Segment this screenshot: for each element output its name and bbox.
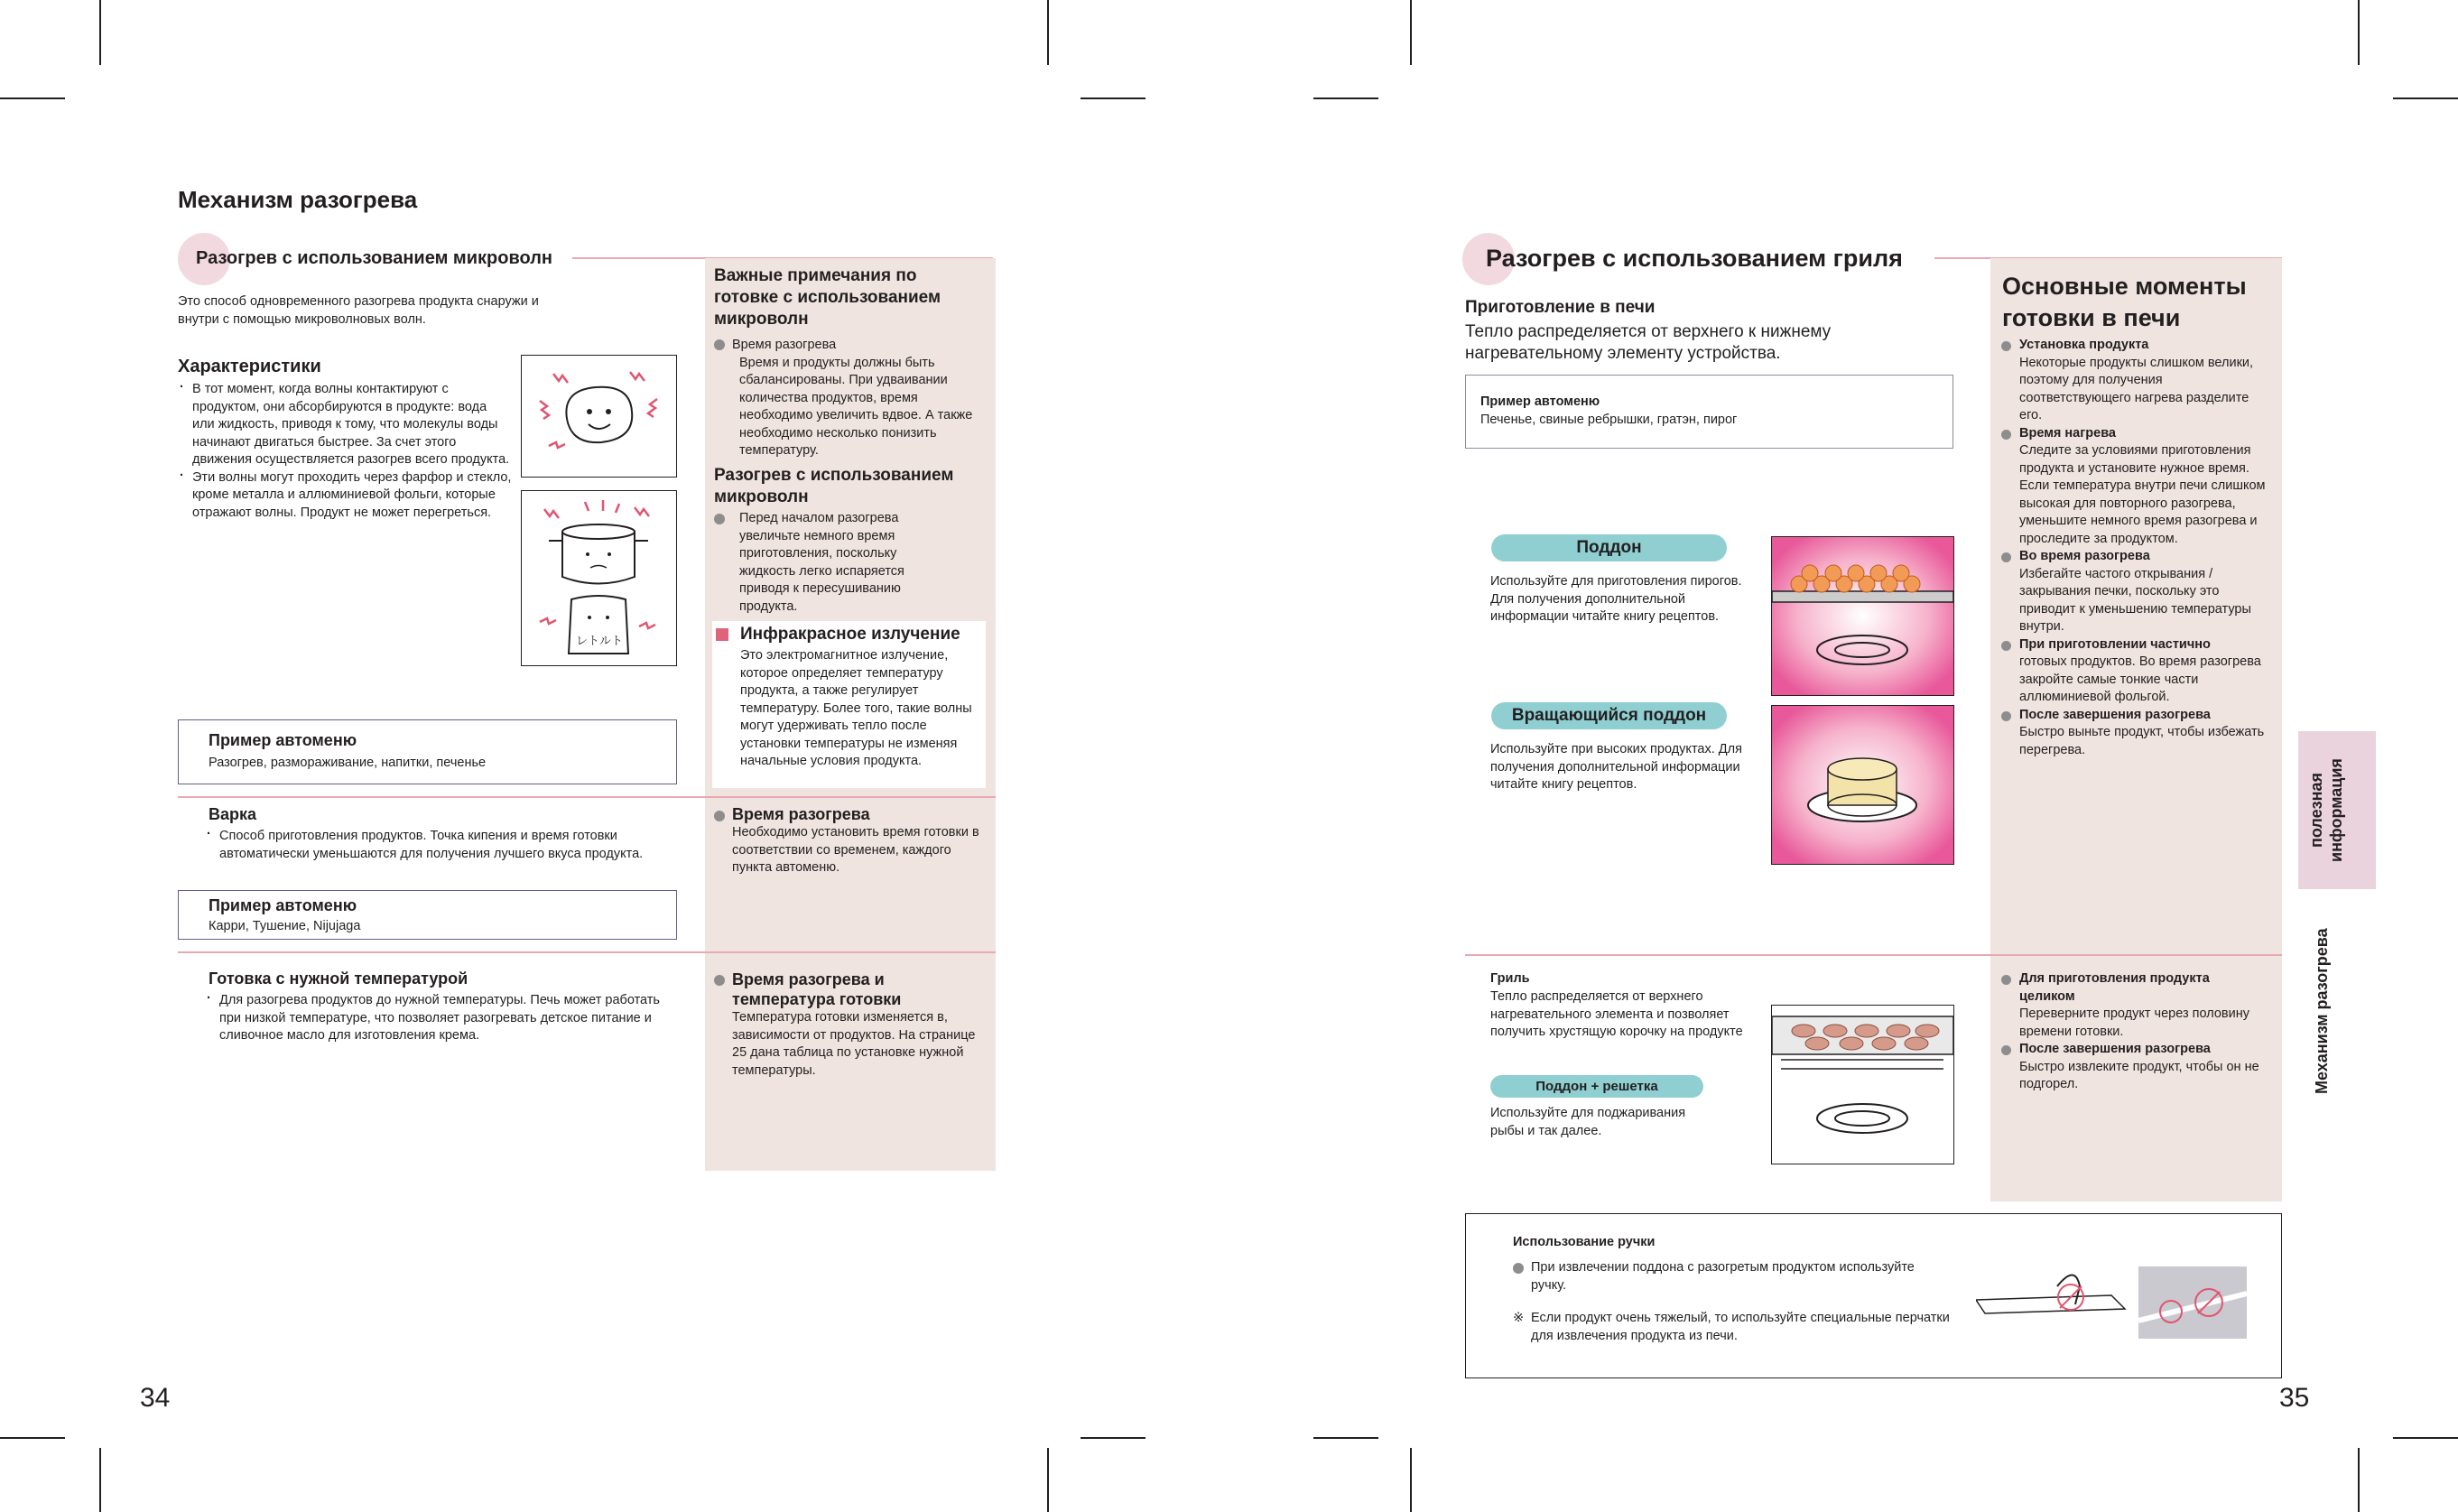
key-item-title: При приготовлении частично [2019, 636, 2211, 652]
grill-text: Тепло распределяется от верхнего нагревательного элемента и позволяет получить хрустящую корочку на продукте [1490, 989, 1743, 1039]
bullet-dot [1513, 1263, 1524, 1274]
infrared-title: Инфракрасное излучение [740, 625, 960, 644]
characteristics-title: Характеристики [178, 357, 321, 376]
notes-item-microwave [714, 510, 985, 616]
crop-mark [1410, 0, 1412, 65]
handle-illustration [1976, 1259, 2129, 1331]
list-item: · Для разогрева продуктов до нужной температуры. Печь может работать при низкой температуре, что позволяет разогревать детское питание и сливочное масло для изготовления крема. [205, 992, 683, 1045]
crop-mark [1081, 97, 1146, 99]
divider-rule [178, 951, 996, 953]
notes-subtitle: Разогрев с использованием микроволн [714, 466, 954, 506]
automenu-box [178, 719, 677, 784]
microwave-header: Разогрев с использованием микроволн [196, 248, 552, 268]
bullet-dot [714, 811, 725, 821]
key-item-title: Установка продукта [2019, 338, 2149, 352]
key-item-title: После завершения разогрева [2019, 707, 2211, 722]
heat-time-block [714, 805, 989, 877]
bullet-dot [714, 975, 725, 986]
temp-title: Готовка с нужной температурой [209, 969, 468, 988]
grill-key-points-list [2001, 970, 2263, 1094]
notes-item-heating-time [714, 337, 985, 460]
bullet-dot [714, 339, 725, 350]
tray-rack-text: Используйте для поджаривания рыбы и так далее. [1490, 1106, 1686, 1138]
infrared-text: Это электромагнитное излучение, которое определяет температуру продукта, а также регулирует температуру. Более того, такие волны могут удерживать тепло после установки температуры не изменяя начальные условия продукта. [740, 648, 972, 768]
notes-item-text: Время и продукты должны быть сбалансированы. При удваивании количества продуктов, время необходимо увеличить вдвое. А также необходимо несколько понизить температуру. [739, 355, 973, 458]
rotating-tray-label: Вращающийся поддон [1491, 702, 1727, 729]
crop-mark [1081, 1437, 1146, 1439]
list-item [2001, 707, 2272, 760]
list-item [2001, 548, 2272, 636]
automenu-title: Пример автоменю [209, 731, 357, 749]
oven-tray-illustration [1771, 536, 1954, 696]
crop-mark [2393, 97, 2458, 99]
rotating-tray-text: Используйте при высоких продуктах. Для получения дополнительной информации читайте книгу рецептов. [1490, 742, 1742, 792]
list-item: · Эти волны могут проходить через фарфор и стекло, кроме металла и аллюминиевой фольги, которые отражают волны. Продукт не может перегреться. [178, 469, 512, 523]
oven-rotating-tray-illustration [1771, 705, 1954, 865]
page-title: Механизм разогрева [178, 186, 418, 213]
microwave-food-illustration [521, 355, 677, 478]
handle-note [1513, 1310, 1964, 1345]
automenu-title: Пример автоменю [209, 896, 357, 914]
grill-illustration [1771, 1005, 1954, 1164]
microwave-intro: Это способ одновременного разогрева продукта снаружи и внутри с помощью микроволновых волн. [178, 294, 539, 327]
crop-mark [0, 97, 65, 99]
list-item: · Способ приготовления продуктов. Точка кипения и время готовки автоматически уменьшаются для получения лучшего вкуса продукта. [205, 828, 670, 863]
crop-mark [0, 1437, 65, 1439]
key-points-title: Основные моменты готовки в печи [2002, 273, 2247, 331]
key-item-text: Некоторые продукты слишком велики, поэтому для получения соответствующего нагрева разделите его. [2019, 355, 2254, 422]
notes-title: Важные примечания по готовке с использованием микроволн [714, 266, 941, 329]
page-number: 35 [2279, 1383, 2310, 1413]
crop-mark [2358, 1448, 2360, 1512]
automenu-box [178, 890, 677, 940]
side-tab-useful-info-label: полезная информация [2307, 758, 2345, 862]
boiling-title: Варка [209, 805, 257, 823]
list-item [2001, 636, 2272, 707]
automenu-title: Пример автоменю [1480, 394, 1600, 409]
crop-mark [1313, 1437, 1378, 1439]
key-item-title: Для приготовления продукта целиком [2019, 971, 2210, 1004]
list-item: · В тот момент, когда волны контактируют с продуктом, они абсорбируются в продукте: вода или жидкость, приводя к тому, что молекулы воды начинают двигаться быстрее. За счет этого движения осуществляется разогрев всего продукта. [178, 381, 512, 469]
tray-text: Используйте для приготовления пирогов. Для получения дополнительной информации читайте книгу рецептов. [1490, 574, 1742, 624]
key-item-title: После завершения разогрева [2019, 1042, 2211, 1056]
oven-title: Приготовление в печи [1465, 298, 1656, 317]
automenu-text: Печенье, свиные ребрышки, гратэн, пирог [1480, 413, 1738, 427]
key-item-text: Следите за условиями приготовления продукта и установите нужное время. Если температура внутри печи слишком высокая для повторного разогрева, уменьшите немного время разогрева и проследите за продуктом. [2019, 443, 2266, 546]
automenu-box [1465, 375, 1953, 449]
heat-temp-block [714, 969, 989, 1080]
crop-mark [1410, 1448, 1412, 1512]
heat-time-title: Время разогрева [732, 805, 870, 823]
list-item [2001, 337, 2272, 425]
key-item-text: готовых продуктов. Во время разогрева закройте самые тонкие части аллюминиевой фольгой. [2019, 654, 2261, 704]
handle-item [1513, 1259, 1937, 1294]
key-item-text: Быстро извлеките продукт, чтобы он не подгорел. [2019, 1059, 2259, 1091]
handle-note-text: Если продукт очень тяжелый, то используйте специальные перчатки для извлечения продукта из печи. [1531, 1311, 1950, 1343]
automenu-text: Разогрев, размораживание, напитки, печенье [209, 756, 487, 770]
list-item [2001, 970, 2263, 1041]
grill-header: Разогрев с использованием гриля [1486, 245, 1903, 272]
note-mark: ※ [1513, 1311, 1525, 1325]
tray-rack-label: Поддон + решетка [1490, 1075, 1703, 1098]
notes-item-text: Перед началом разогрева увеличьте немного время приготовления, поскольку жидкость легко испаряется приводя к пересушиванию продукта. [739, 511, 904, 614]
grill-title: Гриль [1490, 971, 1530, 986]
tray-label: Поддон [1491, 534, 1727, 561]
key-item-title: Во время разогрева [2019, 549, 2150, 563]
bullet-dot [714, 514, 725, 524]
side-tab-heating-mechanism-label: Механизм разогрева [2313, 928, 2331, 1094]
list-item [2001, 425, 2272, 549]
crop-mark [1313, 97, 1378, 99]
key-item-title: Время нагрева [2019, 425, 2116, 441]
list-item [2001, 1041, 2263, 1094]
key-points-list [2001, 337, 2272, 759]
handle-photo-illustration [2138, 1266, 2247, 1339]
temp-list [205, 992, 683, 1045]
pouch-label: レトルト [575, 635, 624, 648]
handle-usage-box [1465, 1213, 2282, 1378]
crop-mark [1047, 1448, 1049, 1512]
key-item-text: Переверните продукт через половину времени готовки. [2019, 1006, 2249, 1039]
crop-mark [2393, 1437, 2458, 1439]
boiling-list [205, 828, 670, 863]
oven-text: Тепло распределяется от верхнего к нижнему нагревательному элементу устройства. [1465, 322, 1832, 363]
crop-mark [99, 0, 101, 65]
key-item-text: Быстро выньте продукт, чтобы избежать перегрева. [2019, 725, 2265, 757]
pink-square-icon [716, 628, 728, 641]
crop-mark [99, 1448, 101, 1512]
handle-item-text: При извлечении поддона с разогретым продуктом используйте ручку. [1531, 1260, 1915, 1293]
handle-title: Использование ручки [1513, 1235, 1656, 1249]
characteristics-list [178, 381, 512, 522]
divider-rule [1465, 954, 2282, 956]
key-item-text: Избегайте частого открывания / закрывания печки, поскольку это приводит к уменьшению температуры внутри. [2019, 566, 2251, 634]
divider-rule [178, 796, 996, 798]
page-number: 34 [140, 1383, 171, 1413]
heat-time-text: Необходимо установить время готовки в соответствии со временем, каждого пункта автоменю. [732, 825, 979, 875]
pot-and-pouch-illustration [521, 490, 677, 666]
crop-mark [2358, 0, 2360, 65]
heat-temp-title: Время разогрева и температура готовки [732, 970, 902, 1008]
automenu-text: Карри, Тушение, Nijujaga [209, 919, 361, 933]
heat-temp-text: Температура готовки изменяется в, зависимости от продуктов. На странице 25 дана таблица по установке нужной температуры. [732, 1010, 976, 1078]
crop-mark [1047, 0, 1049, 65]
notes-item-title: Время разогрева [732, 338, 837, 352]
